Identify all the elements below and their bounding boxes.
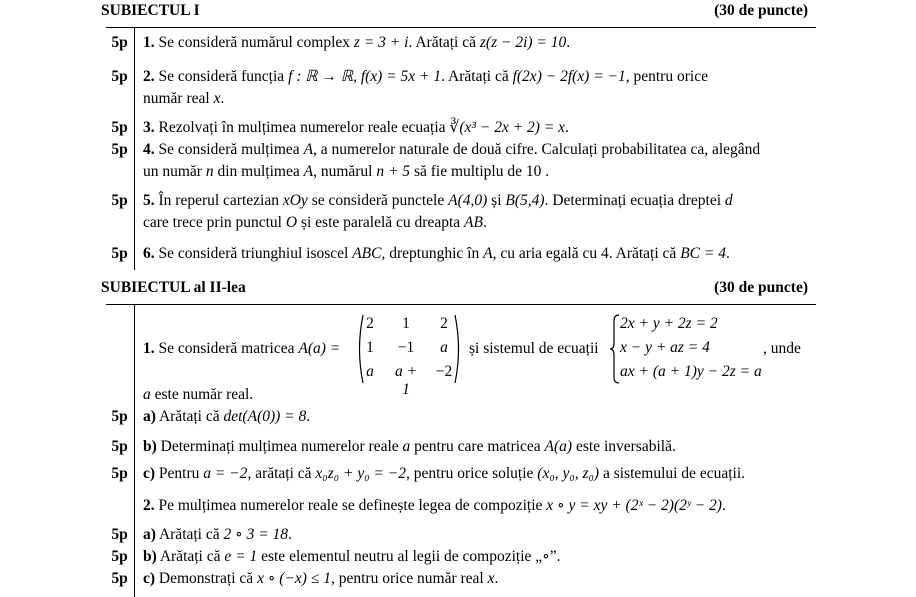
problem-1-unde: , unde <box>763 340 801 357</box>
item-points: 5p <box>111 34 128 51</box>
matrix-A <box>355 313 465 398</box>
matrix-cell: 2 <box>440 315 448 332</box>
item-points: 5p <box>111 465 128 482</box>
item-points: 5p <box>111 192 128 209</box>
matrix-cell: a <box>366 363 374 380</box>
equation-line: ax + (a + 1)y − 2z = a <box>620 363 762 380</box>
section-2-top-rule <box>106 304 816 305</box>
equation-line: x − y + az = 4 <box>620 339 710 356</box>
equation-line: 2x + y + 2z = 2 <box>620 315 718 332</box>
section-1-points: (30 de puncte) <box>714 2 808 19</box>
item-points: 5p <box>111 141 128 158</box>
s1-item-4: 5p 4. Se consideră mulțimea A, a numerelor naturale de două cifre. Calculați probabilitatea ca, alegând un număr n din mulțimea A, numărul n + 5 să fie multiplu de 10 . <box>106 139 806 183</box>
item-points: 5p <box>111 526 128 543</box>
problem-1-system-label: și sistemul de ecuații <box>469 340 599 357</box>
section-1-title: SUBIECTUL I <box>101 2 200 19</box>
equation-system <box>610 313 770 385</box>
section-1-header <box>101 2 808 20</box>
matrix-cell: 2 <box>366 315 374 332</box>
matrix-cell: a <box>440 339 448 356</box>
matrix-cell: 1 <box>366 339 374 356</box>
matrix-cell: −1 <box>397 339 415 356</box>
item-points: 5p <box>111 119 128 136</box>
matrix-cell: a + 1 <box>394 363 418 398</box>
section-2-header <box>101 279 808 297</box>
s1-item-5: 5p 5. În reperul cartezian xOy se consideră punctele A(4,0) și B(5,4). Determinați ecuația dreptei d care trece prin punctul O și este paralelă cu dreapta AB. <box>106 190 806 234</box>
section-1-top-rule <box>106 27 816 28</box>
item-points: 5p <box>111 438 128 455</box>
matrix-cell: −2 <box>435 363 453 380</box>
s1-item-2: 5p 2. Se consideră funcția f : ℝ → ℝ, f(x) = 5x + 1. Arătați că f(2x) − 2f(x) = −1, pentru orice număr real x. <box>106 66 806 110</box>
item-points: 5p <box>111 548 128 565</box>
section-2-points: (30 de puncte) <box>714 279 808 296</box>
item-points: 5p <box>111 245 128 262</box>
item-points: 5p <box>111 570 128 587</box>
section-2-points-divider <box>134 305 135 597</box>
matrix-cell: 1 <box>402 315 410 332</box>
section-2-title: SUBIECTUL al II-lea <box>101 279 246 296</box>
item-points: 5p <box>111 68 128 85</box>
item-points: 5p <box>111 408 128 425</box>
